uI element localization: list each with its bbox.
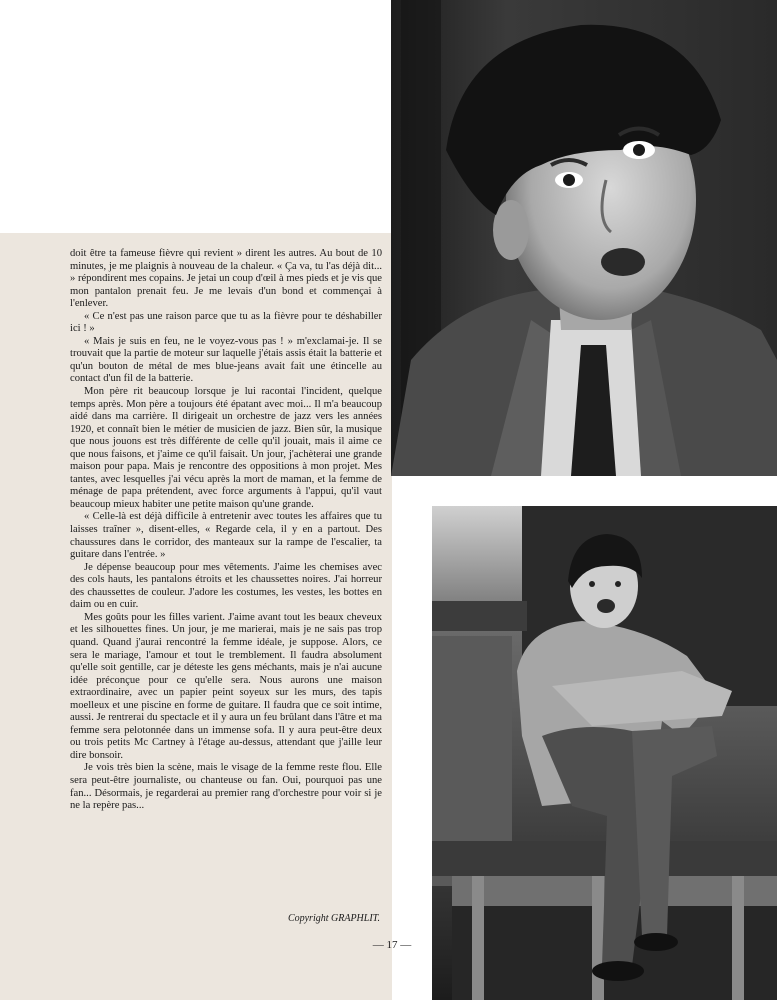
portrait-photo (391, 0, 777, 476)
article-paragraph: Mes goûts pour les filles varient. J'aime avant tout les beaux cheveux et les silhouettes fines. Un jour, je me marierai, mais je ne sais pas trop quand. Quand j'aurai rencontré la femme idéale, je suppose. Alors, ce sera le mariage, l'amour et tout le tremblement. Il faudra absolument qu'elle soit gentille, car je déteste les gens méchants, mais je n'ai aucune idée préconçue pour ce qu'elle sera. Nous aurons une maison extraordinaire, avec un papier peint soyeux sur les murs, des tapis moelleux et une piscine en forme de guitare. Il faudra que ce soit intime, aussi. Je rentrerai du spectacle et il y aura un feu brûlant dans l'âtre et ma femme sera pelotonnée dans un immense sofa. Il y aura peut-être deux ou trois petits Mc Cartney à l'étage au-dessus, attendant que j'aille leur dire bonsoir. (70, 611, 382, 761)
article-paragraph: « Celle-là est déjà difficile à entretenir avec toutes les affaires que tu laisses traîner », disent-elles, « Regarde cela, il y en a partout. Des chaussures dans le corridor, des manteaux sur la rampe de l'escalier, ta guitare dans l'entrée. » (70, 511, 382, 561)
copyright-credit: Copyright GRAPHLIT. (287, 913, 380, 924)
page-number: — 17 — (372, 939, 412, 951)
article-paragraph: « Ce n'est pas une raison parce que tu as la fièvre pour te déshabiller ici ! » (70, 310, 382, 335)
stage-illustration (432, 506, 777, 1000)
portrait-illustration (391, 0, 777, 476)
article-paragraph: Mon père rit beaucoup lorsque je lui racontai l'incident, quelque temps après. Mon père a toujours été épatant avec moi... Il m'a beaucoup aidé dans ma carrière. Il dirigeait un orchestre de jazz vers les années 1920, et connaît bien le métier de musicien de jazz. Bien sûr, la musique que nous jouons est très différente de celle qu'il jouait, mais il aime ce que nous faisons, et j'aime ce qu'il faisait. Un jour, j'achèterai une grande maison pour papa. Mais je rencontre des oppositions à mon projet. Mes tantes, avec lesquelles j'ai vécu après la mort de maman, et la femme de ménage de papa prétendent, avec force arguments à l'appui, qu'il vaut beaucoup mieux habiter une petite maison qu'une grande. (70, 386, 382, 510)
article-paragraph: Je dépense beaucoup pour mes vêtements. J'aime les chemises avec des cols hauts, les pantalons étroits et les chaussettes noires. J'ai horreur des chaussettes de couleur. J'adore les costumes, les vestes, les bottes en daim ou en cuir. (70, 561, 382, 611)
article-paragraph: doit être ta fameuse fièvre qui revient » dirent les autres. Au bout de 10 minutes, je me plaignis à nouveau de la chaleur. « Ça va, tu l'as déjà dit... » répondirent mes copains. Je jetai un coup d'œil à mes pieds et je vis que mon pantalon prenait feu. Je me levais d'un bond et commençai à l'enlever. (70, 248, 382, 310)
stage-photo (432, 506, 777, 1000)
article-paragraph: « Mais je suis en feu, ne le voyez-vous pas ! » m'exclamai-je. Il se trouvait que la partie de moteur sur laquelle j'étais assis était la batterie et qu'un bouton de métal de mes blue-jeans avait fait une étincelle au contact d'un fil de la batterie. (70, 335, 382, 385)
article-paragraph: Je vois très bien la scène, mais le visage de la femme reste flou. Elle sera peut-être journaliste, ou chanteuse ou fan. Oui, pourquoi pas une fan... Désormais, je regarderai au premier rang d'orchestre pour voir si je ne la repère pas... (70, 762, 382, 812)
article-text (70, 248, 382, 813)
